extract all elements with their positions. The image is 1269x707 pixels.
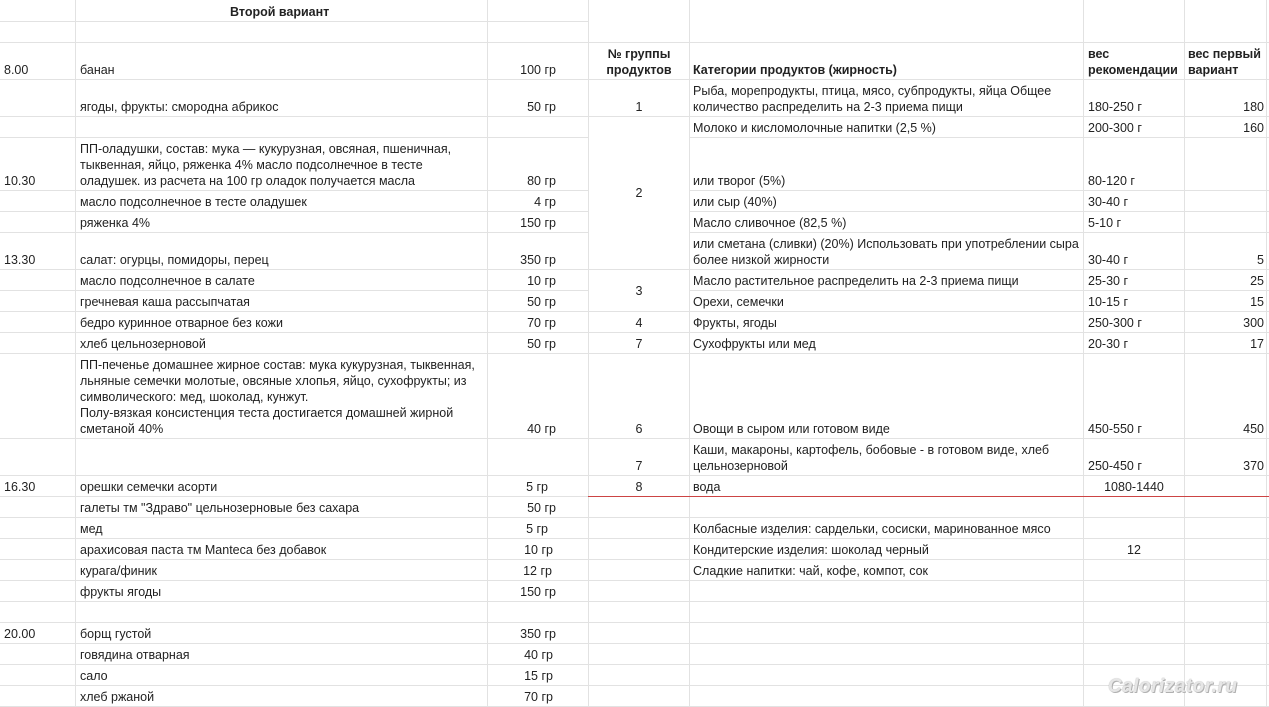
recommended-weight: 80-120 г: [1088, 174, 1135, 188]
first-variant-weight: 15: [1250, 295, 1264, 309]
group-number: 2: [635, 186, 643, 200]
grid-line: [689, 137, 1269, 138]
meal-weight: 50 гр: [527, 295, 556, 309]
watermark: Calorizator.ru: [1108, 676, 1238, 697]
meal-weight: 150 гр: [520, 216, 556, 230]
meal-weight: 15 гр: [524, 669, 553, 683]
meal-food: масло подсолнечное в тесте оладушек: [80, 195, 307, 209]
grid-line: [0, 211, 588, 212]
meal-food: борщ густой: [80, 627, 152, 641]
meal-food: галеты тм "Здраво" цельнозерновые без сахара: [80, 501, 360, 515]
meal-weight: 50 гр: [527, 337, 556, 351]
grid-line: [0, 21, 588, 22]
recommended-weight: 25-30 г: [1088, 274, 1129, 288]
meal-food: хлеб цельнозерновой: [80, 337, 206, 351]
first-variant-weight: 180: [1243, 100, 1264, 114]
meal-time: 20.00: [4, 627, 36, 641]
recommended-weight: 250-300 г: [1088, 316, 1142, 330]
meal-weight: 350 гр: [520, 253, 556, 267]
meal-time: 16.30: [4, 480, 36, 494]
meal-food: сало: [80, 669, 108, 683]
meal-time: 13.30: [4, 253, 36, 267]
meal-weight: 70 гр: [527, 316, 556, 330]
meal-weight: 100 гр: [520, 63, 556, 77]
group-number: 1: [635, 100, 643, 114]
first-variant-weight: 160: [1243, 121, 1264, 135]
grid-line: [689, 211, 1269, 212]
meal-food: бедро куринное отварное без кожи: [80, 316, 283, 330]
meal-food: ягоды, фрукты: смородна абрикос: [80, 100, 279, 114]
recommended-weight: 180-250 г: [1088, 100, 1142, 114]
grid-line: [0, 332, 1269, 333]
category: Молоко и кисломолочные напитки (2,5 %): [693, 121, 936, 135]
meal-weight: 4 гр: [534, 195, 556, 209]
category: Сухофрукты или мед: [693, 337, 816, 351]
recommended-weight: 200-300 г: [1088, 121, 1142, 135]
group-number: 7: [635, 337, 643, 351]
group-number: 7: [635, 459, 643, 473]
recommended-weight: 250-450 г: [1088, 459, 1142, 473]
category: Масло сливочное (82,5 %): [693, 216, 847, 230]
grid-line: [0, 42, 1269, 43]
meal-food: ПП-оладушки, состав: мука — кукурузная, овсяная, пшеничная, тыквенная, яйцо, ряженка 4% масло подсолнечное в тесте оладушек. из расчета на 100 гр оладок получается масла: [80, 142, 452, 188]
category: вода: [693, 480, 721, 494]
group-number: 6: [635, 422, 643, 436]
meal-weight: 40 гр: [527, 422, 556, 436]
grid-line-red: [588, 496, 1269, 497]
meal-weight: 12 гр: [523, 564, 552, 578]
first-variant-weight: 25: [1250, 274, 1264, 288]
first-variant-weight: 450: [1243, 422, 1264, 436]
grid-line: [0, 580, 1269, 581]
grid-line: [0, 496, 588, 497]
meal-food: масло подсолнечное в салате: [80, 274, 255, 288]
grid-line: [0, 79, 1269, 80]
recommended-weight: 1080-1440: [1104, 480, 1164, 494]
meal-weight: 80 гр: [527, 174, 556, 188]
meal-weight: 5 гр: [526, 522, 548, 536]
recommended-weight: 20-30 г: [1088, 337, 1129, 351]
meal-food: ряженка 4%: [80, 216, 151, 230]
meal-food: арахисовая паста тм Manteca без добавок: [80, 543, 327, 557]
grid-line: [0, 116, 1269, 117]
grid-line: [0, 269, 1269, 270]
meal-weight: 150 гр: [520, 585, 556, 599]
grid-line: [0, 137, 588, 138]
meal-food: фрукты ягоды: [80, 585, 162, 599]
meal-food: гречневая каша рассыпчатая: [80, 295, 250, 309]
extra-category: Кондитерские изделия: шоколад черный: [693, 543, 929, 557]
header-group-number: № группы продуктов: [606, 47, 672, 77]
group-number: 4: [635, 316, 643, 330]
first-variant-weight: 300: [1243, 316, 1264, 330]
meal-food: хлеб ржаной: [80, 690, 155, 704]
meal-food: орешки семечки асорти: [80, 480, 218, 494]
header-recommended-weight: вес рекомендации: [1088, 47, 1178, 77]
meal-food: мед: [80, 522, 103, 536]
extra-category: Сладкие напитки: чай, кофе, компот, сок: [693, 564, 929, 578]
grid-line: [0, 438, 1269, 439]
recommended-weight: 30-40 г: [1088, 195, 1129, 209]
grid-line: [0, 517, 1269, 518]
category: Каши, макароны, картофель, бобовые - в готовом виде, хлеб цельнозерновой: [693, 443, 1050, 473]
grid-line: [0, 232, 588, 233]
grid-line: [0, 538, 1269, 539]
first-variant-weight: 17: [1250, 337, 1264, 351]
meal-weight: 10 гр: [527, 274, 556, 288]
recommended-weight: 450-550 г: [1088, 422, 1142, 436]
meal-food: говядина отварная: [80, 648, 190, 662]
category: Рыба, морепродукты, птица, мясо, субпродукты, яйца Общее количество распределить на 2-3 приема пищи: [693, 84, 1052, 114]
group-number: 3: [635, 284, 643, 298]
meal-weight: 50 гр: [527, 501, 556, 515]
meal-weight: 5 гр: [526, 480, 548, 494]
category: или сметана (сливки) (20%) Использовать при употреблении сыра более низкой жирности: [693, 237, 1079, 267]
meal-food: салат: огурцы, помидоры, перец: [80, 253, 269, 267]
extra-category: Колбасные изделия: сардельки, сосиски, маринованное мясо: [693, 522, 1051, 536]
grid-line: [0, 664, 1269, 665]
grid-line: [0, 353, 1269, 354]
recommended-weight: 5-10 г: [1088, 216, 1122, 230]
meal-food: курага/финик: [80, 564, 157, 578]
category: или творог (5%): [693, 174, 786, 188]
category: Масло растительное распределить на 2-3 приема пищи: [693, 274, 1019, 288]
grid-line: [0, 685, 1269, 686]
meal-time: 8.00: [4, 63, 29, 77]
meal-food: ПП-печенье домашнее жирное состав: мука кукурузная, тыквенная, льняные семечки молотые, овсяные хлопья, яйцо, сухофрукты; из символического: мед, шоколад, кунжут. Полу-вязкая консистенция теста достигается домашней жирной сметаной 40%: [80, 358, 475, 436]
meal-food: банан: [80, 63, 115, 77]
grid-line: [0, 311, 1269, 312]
category: или сыр (40%): [693, 195, 777, 209]
category: Фрукты, ягоды: [693, 316, 777, 330]
header-first-variant: вес первый вариант: [1188, 47, 1261, 77]
page-title: Второй вариант: [230, 5, 330, 19]
group-number: 8: [635, 480, 643, 494]
category: Овощи в сыром или готовом виде: [693, 422, 890, 436]
grid-line: [689, 290, 1269, 291]
meal-weight: 70 гр: [524, 690, 553, 704]
meal-weight: 40 гр: [524, 648, 553, 662]
extra-weight: 12: [1127, 543, 1141, 557]
grid-line: [0, 190, 588, 191]
meal-weight: 10 гр: [524, 543, 553, 557]
recommended-weight: 30-40 г: [1088, 253, 1129, 267]
grid-line: [0, 601, 1269, 602]
recommended-weight: 10-15 г: [1088, 295, 1129, 309]
grid-line: [0, 559, 1269, 560]
meal-time: 10.30: [4, 174, 36, 188]
grid-line: [689, 190, 1269, 191]
grid-line: [0, 290, 588, 291]
first-variant-weight: 5: [1257, 253, 1264, 267]
grid-line: [689, 232, 1269, 233]
meal-weight: 50 гр: [527, 100, 556, 114]
category: Орехи, семечки: [693, 295, 784, 309]
first-variant-weight: 370: [1243, 459, 1264, 473]
meal-weight: 350 гр: [520, 627, 556, 641]
header-category: Категории продуктов (жирность): [693, 63, 897, 77]
grid-line: [0, 475, 1269, 476]
grid-line: [0, 622, 1269, 623]
grid-line: [0, 643, 1269, 644]
